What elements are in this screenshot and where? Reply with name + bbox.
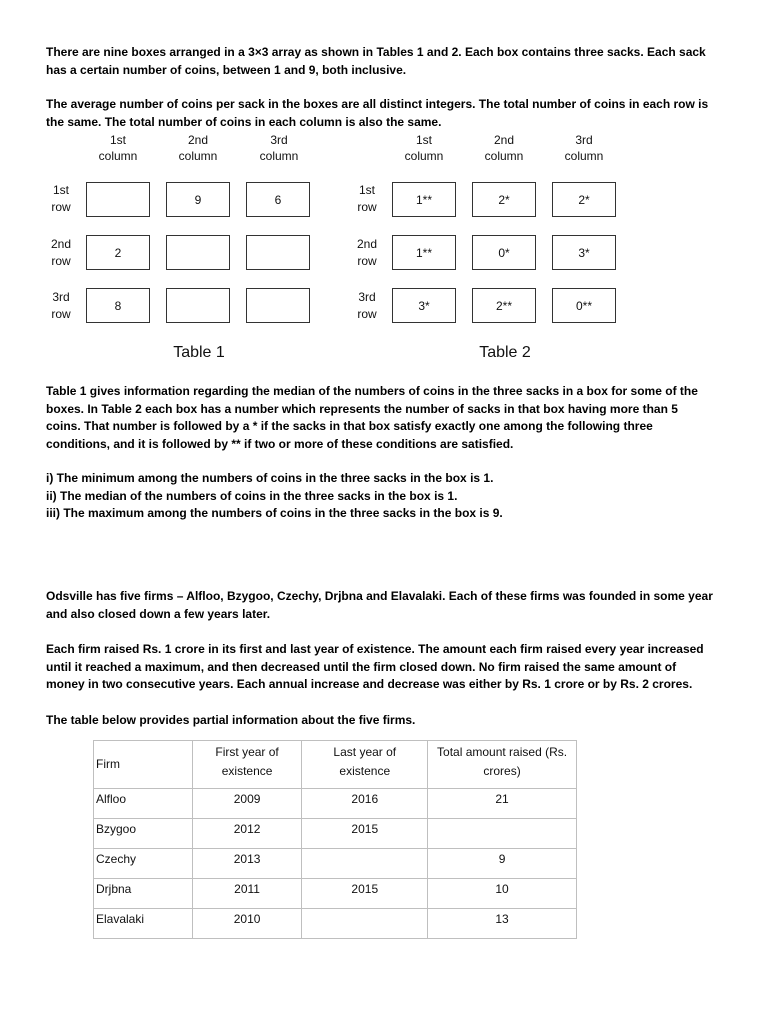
t2-box: 3* <box>392 288 456 323</box>
t1-box: 8 <box>86 288 150 323</box>
firm-name: Bzygoo <box>94 819 193 849</box>
table-row <box>94 909 577 939</box>
text-line: Table 1 gives information regarding the median of the numbers of coins in the three sacks in a box for some of the <box>46 384 698 398</box>
last-year: 2015 <box>302 879 428 909</box>
t2-box: 0* <box>472 235 536 270</box>
text-line: boxes. In Table 2 each box has a number which represents the number of sacks in that box having more than 5 <box>46 401 678 416</box>
t1-box: 2 <box>86 235 150 270</box>
t2-row-header-2: 2nd row <box>356 237 378 268</box>
total-raised: 10 <box>428 879 577 909</box>
table1-caption: Table 1 <box>173 344 225 361</box>
header-first-year: First year of existence <box>192 741 302 789</box>
first-year: 2011 <box>192 879 302 909</box>
text-line: has a certain number of coins, between 1 and 9, both inclusive. <box>46 62 407 77</box>
puzzle2-table-intro: The table below provides partial information about the five firms. <box>46 713 416 727</box>
header-total-raised: Total amount raised (Rs. crores) <box>428 741 577 789</box>
text-line: the same. The total number of coins in each column is also the same. <box>46 114 442 129</box>
text-line: conditions, and it is followed by ** if two or more of these conditions are satisfied. <box>46 436 514 451</box>
firms-table <box>93 740 577 939</box>
t2-col-header-2: 2nd column <box>484 133 524 163</box>
last-year: 2016 <box>302 789 428 819</box>
text-line: Odsville has five firms – Alfloo, Bzygoo, Czechy, Drjbna and Elavalaki. Each of these firms was founded in some year <box>46 589 713 603</box>
last-year: 2015 <box>302 819 428 849</box>
t2-box: 0** <box>552 288 616 323</box>
t1-row-header-1: 1st row <box>51 183 71 214</box>
first-year: 2009 <box>192 789 302 819</box>
t1-row-header-2: 2nd row <box>50 237 72 268</box>
total-raised: 21 <box>428 789 577 819</box>
total-raised: 9 <box>428 849 577 879</box>
table-row <box>94 849 577 879</box>
puzzle2-intro <box>46 588 726 623</box>
firm-name: Czechy <box>94 849 193 879</box>
t2-row-header-1: 1st row <box>357 183 377 214</box>
t1-box: 9 <box>166 182 230 217</box>
text-line: until it reached a maximum, and then decreased until the firm closed down. No firm raised the same amount of <box>46 659 677 674</box>
text-line: The average number of coins per sack in the boxes are all distinct integers. The total number of coins in each row is <box>46 97 709 111</box>
t2-col-header-3: 3rd column <box>564 133 604 163</box>
t1-col-header-3: 3rd column <box>259 133 299 163</box>
text-line: There are nine boxes arranged in a 3×3 array as shown in Tables 1 and 2. Each box contains three sacks. Each sack <box>46 45 706 59</box>
firm-name: Elavalaki <box>94 909 193 939</box>
t2-box: 2* <box>552 182 616 217</box>
puzzle2-raise-rules <box>46 641 726 694</box>
firm-name: Drjbna <box>94 879 193 909</box>
header-last-year: Last year of existence <box>302 741 428 789</box>
first-year: 2012 <box>192 819 302 849</box>
t2-box: 1** <box>392 235 456 270</box>
header-firm: Firm <box>94 741 193 789</box>
firm-name: Alfloo <box>94 789 193 819</box>
table-row <box>94 789 577 819</box>
t2-box: 1** <box>392 182 456 217</box>
t1-box <box>166 288 230 323</box>
t1-box <box>86 182 150 217</box>
t1-box <box>246 288 310 323</box>
first-year: 2013 <box>192 849 302 879</box>
total-raised: 13 <box>428 909 577 939</box>
table-header-row <box>94 741 577 789</box>
text-line: money in two consecutive years. Each annual increase and decrease was either by Rs. 1 crore or by Rs. 2 crores. <box>46 677 693 691</box>
t2-col-header-1: 1st column <box>404 133 444 163</box>
last-year <box>302 849 428 879</box>
table-row <box>94 819 577 849</box>
condition-item: iii) The maximum among the numbers of coins in the three sacks in the box is 9. <box>46 506 503 520</box>
condition-item: i) The minimum among the numbers of coins in the three sacks in the box is 1. <box>46 471 494 485</box>
condition-item: ii) The median of the numbers of coins in the three sacks in the box is 1. <box>46 488 458 503</box>
t2-box: 2** <box>472 288 536 323</box>
t2-box: 2* <box>472 182 536 217</box>
t1-col-header-1: 1st column <box>98 133 138 163</box>
table-row <box>94 879 577 909</box>
text-line: and also closed down a few years later. <box>46 606 271 621</box>
text-line: Each firm raised Rs. 1 crore in its first and last year of existence. The amount each firm raised every year increased <box>46 642 704 656</box>
last-year <box>302 909 428 939</box>
puzzle1-conditions <box>46 470 726 523</box>
first-year: 2010 <box>192 909 302 939</box>
table2-caption: Table 2 <box>479 344 531 361</box>
puzzle1-explanation <box>46 383 726 453</box>
t1-box <box>166 235 230 270</box>
total-raised <box>428 819 577 849</box>
t2-row-header-3: 3rd row <box>357 290 377 321</box>
t1-box: 6 <box>246 182 310 217</box>
t1-row-header-3: 3rd row <box>51 290 71 321</box>
t2-box: 3* <box>552 235 616 270</box>
box-grids <box>0 0 768 370</box>
t1-box <box>246 235 310 270</box>
t1-col-header-2: 2nd column <box>178 133 218 163</box>
text-line: coins. That number is followed by a * if the sacks in that box satisfy exactly one among the following three <box>46 419 653 433</box>
